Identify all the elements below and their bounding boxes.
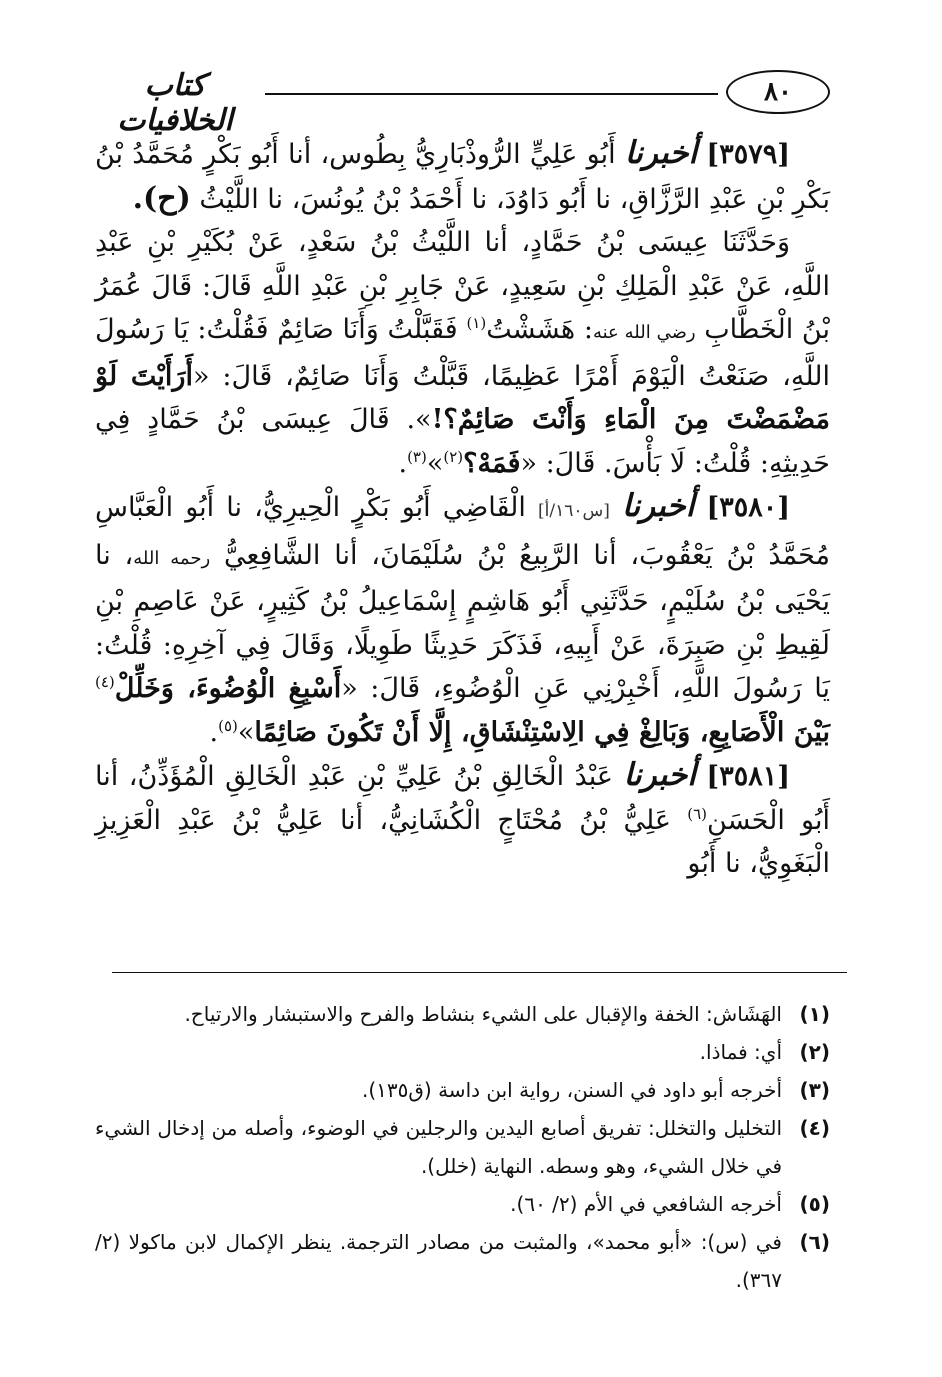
narration-text: » [426,447,444,479]
footnote-6 [95,1223,830,1299]
footnote-2 [95,1033,830,1071]
footnote-number: (٣) [799,1078,830,1102]
footnote-text: أي: فماذا. [699,1040,782,1064]
footnote-ref-1[interactable]: (١) [466,314,487,332]
book-title: كتاب الخلافيات [117,68,233,138]
page-number: ٨٠ [726,70,830,114]
hadith-matn: بَيْنَ الْأَصَابِعِ، وَبَالِغْ فِي الِاسْتِنْشَاقِ، إِلَّا أَنْ تَكُونَ صَائِمًا [254,716,830,748]
honorific-glyph: رحمه الله [133,547,211,569]
page-header [95,60,830,138]
footnote-number: (٥) [799,1192,830,1216]
footnote-text: الهَشَاش: الخفة والإقبال على الشيء بنشاط والفرح والاستبشار والارتياح. [184,1002,782,1026]
footnote-text: أخرجه أبو داود في السنن، رواية ابن داسة (ق١٣٥). [362,1078,782,1102]
akhbarana-label: أخبرنا [622,488,695,524]
footnote-4 [95,1109,830,1185]
narration-text: ، نا يَحْيَى بْنُ سُلَيْمٍ، حَدَّثَنِي أَبُو هَاشِمٍ إِسْمَاعِيلُ بْنُ كَثِيرٍ، عَنْ عَاصِمِ بْنِ لَقِيطِ بْنِ صَبِرَةَ، عَنْ أَبِيهِ، فَذَكَرَ حَدِيثًا طَوِيلًا، وَقَالَ فِي آخِرِهِ: قُلْتُ: يَا رَسُولَ اللَّهِ، أَخْبِرْنِي عَنِ الْوُضُوءِ، قَالَ: « [95,539,830,704]
footnote-number: (٢) [799,1040,830,1064]
period: . [209,716,219,748]
narration-text: فَقَبَّلْتُ وَأَنَا صَائِمٌ فَقُلْتُ: يَا رَسُولَ اللَّهِ، صَنَعْتُ الْيَوْمَ أَمْرًا عَظِيمًا، قَبَّلْتُ وَأَنَا صَائِمٌ، قَالَ: « [95,314,830,392]
hadith-matn: فَمَهْ؟ [463,447,521,479]
footnote-number: (٤) [799,1116,830,1140]
isnad-text: وَحَدَّثَنَا عِيسَى بْنُ حَمَّادٍ، أنا اللَّيْثُ بْنُ سَعْدٍ، عَنْ بُكَيْرِ بْنِ عَبْدِ اللَّهِ، عَنْ عَبْدِ الْمَلِكِ بْنِ سَعِيدٍ، عَنْ جَابِرِ بْنِ عَبْدِ اللَّهِ قَالَ: قَالَ عُمَرُ بْنُ الْخَطَّابِ [95,227,830,345]
footnote-ref-6[interactable]: (٦) [687,804,708,823]
isnad-text: عَلِيُّ بْنُ مُحْتَاجٍ الْكُشَانِيُّ، أنا عَلِيُّ بْنُ عَبْدِ الْعَزِيزِ الْبَغَوِيُّ، نا أَبُو [95,804,830,879]
hadith-matn: أَرَأَيْتَ لَوْ مَضْمَضْتَ مِنَ الْمَاءِ وَأَنْتَ صَائِمٌ؟! [95,360,830,435]
hadith-paragraph-3581 [95,754,830,886]
akhbarana-label: أخبرنا [623,757,696,793]
footnotes [95,995,830,1299]
footnote-separator [112,972,847,973]
hadith-matn: أَسْبِغِ الْوُضُوءَ، وَخَلِّلْ [114,673,342,704]
footnote-3 [95,1071,830,1109]
footnote-1 [95,995,830,1033]
footnote-number: (١) [799,1002,830,1026]
footnote-ref-2[interactable]: (٢) [443,447,464,466]
hadith-paragraph-3579-b [95,221,830,485]
footnote-text: أخرجه الشافعي في الأم (٢/ ٦٠). [510,1192,782,1216]
honorific-glyph: رضي الله عنه [592,322,696,343]
hadith-number: [٣٥٨١] [706,761,790,792]
isnad-text: الْقَاضِي أَبُو بَكْرٍ الْحِيرِيُّ، نا أَبُو الْعَبَّاسِ مُحَمَّدُ بْنُ يَعْقُوبَ، أنا الرَّبِيعُ بْنُ سُلَيْمَانَ، أنا الشَّافِعِيُّ [95,492,830,571]
footnote-5 [95,1185,830,1223]
footnote-text: التخليل والتخلل: تفريق أصابع اليدين والرجلين في الوضوء، وأصله من إدخال الشيء في خلال الشيء، وهو وسطه. النهاية (خلل). [95,1116,782,1178]
header-rule [265,93,718,95]
akhbarana-label: أخبرنا [624,135,698,171]
isnad-text: أَبُو عَلِيٍّ الرُّوذْبَارِيُّ بِطُوس، أنا أَبُو بَكْرٍ مُحَمَّدُ بْنُ بَكْرِ بْنِ عَبْدِ الرَّزَّاقِ، نا أَبُو دَاوُدَ، نا أَحْمَدُ بْنُ يُونُسَ، نا اللَّيْثُ [95,139,830,215]
period: . [398,447,408,479]
narration-text: ». قَالَ عِيسَى بْنُ حَمَّادٍ فِي حَدِيثِهِ: قُلْتُ: لَا بَأْسَ. قَالَ: « [95,404,830,479]
tahwil-symbol: (ح). [132,180,191,216]
footnote-ref-3[interactable]: (٣) [407,447,427,466]
isnad-text: عَبْدُ الْخَالِقِ بْنُ عَلِيِّ بْنِ عَبْدِ الْخَالِقِ الْمُؤَذِّنُ، أنا أَبُو الْحَسَنِ [95,761,830,836]
footnote-text: في (س): «أبو محمد»، والمثبت من مصادر الترجمة. ينظر الإكمال لابن ماكولا (٢/ ٣٦٧). [95,1230,782,1292]
narration-text: » [237,716,255,748]
footnote-ref-4[interactable]: (٤) [95,673,115,691]
main-text [95,132,830,886]
footnote-ref-5[interactable]: (٥) [218,716,238,735]
manuscript-ref: [س١٦٠/أ] [537,501,610,521]
footnote-number: (٦) [799,1230,830,1254]
narration-text: : هَشَشْتُ [486,314,593,345]
hadith-number: [٣٥٧٩] [706,139,790,170]
hadith-paragraph-3579 [95,132,830,221]
hadith-paragraph-3580 [95,485,830,754]
hadith-number: [٣٥٨٠] [706,492,791,523]
